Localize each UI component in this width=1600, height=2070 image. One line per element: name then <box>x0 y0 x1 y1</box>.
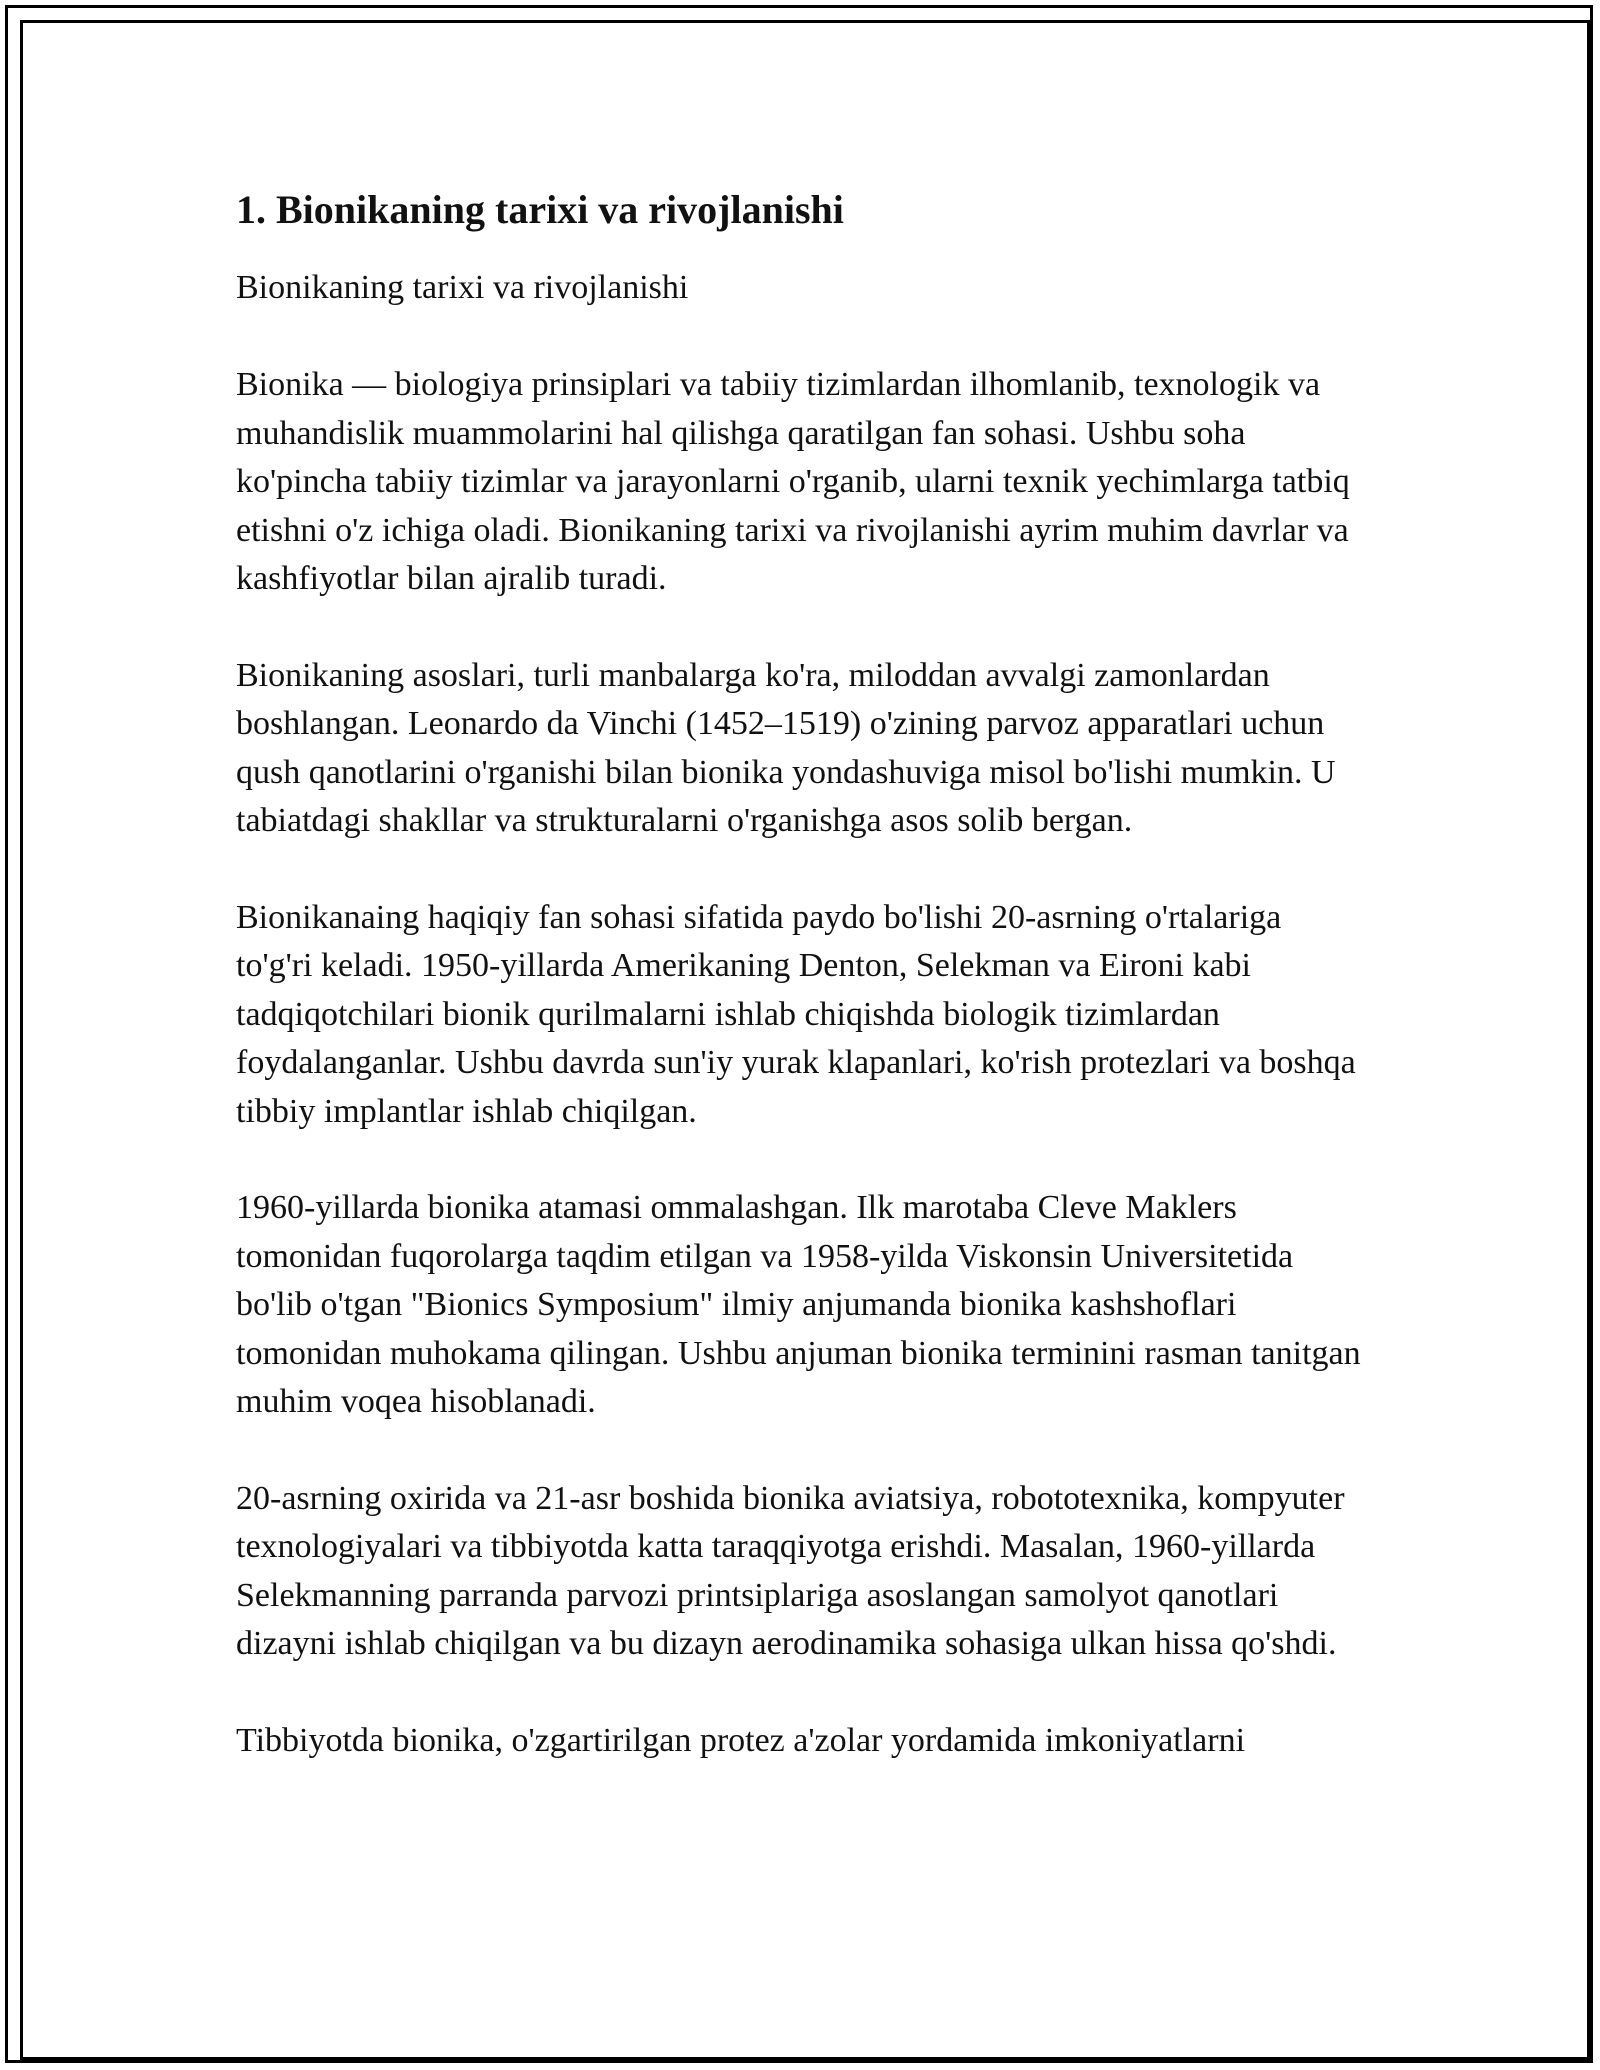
paragraph-modern-era: 20-asrning oxirida va 21-asr boshida bionika aviatsiya, robototexnika, kompyuter texnologiyalari va tibbiyotda katta taraqqiyotga erishdi. Masalan, 1960-yillarda Selekmanning parranda parvozi printsiplariga asoslangan samolyot qanotlari dizayni ishlab chiqilgan va bu dizayn aerodinamika sohasiga ulkan hissa qo'shdi. <box>236 1479 1345 1662</box>
document-body <box>236 186 1366 1813</box>
paragraph-20th-century: Bionikanaing haqiqiy fan sohasi sifatida paydo bo'lishi 20-asrning o'rtalariga to'g'ri keladi. 1950-yillarda Amerikaning Denton, Selekman va Eironi kabi tadqiqotchilari bionik qurilmalarni ishlab chiqishda biologik tizimlardan foydalanganlar. Ushbu davrda sun'iy yurak klapanlari, ko'rish protezlari va boshqa tibbiy implantlar ishlab chiqilgan. <box>236 898 1356 1130</box>
paragraph-origins: Bionikaning asoslari, turli manbalarga ko'ra, miloddan avvalgi zamonlardan boshlangan. Leonardo da Vinchi (1452–1519) o'zining parvoz apparatlari uchun qush qanotlarini o'rganishi bilan bionika yondashuviga misol bo'lishi mumkin. U tabiatdagi shakllar va strukturalarni o'rganishga asos solib bergan. <box>236 656 1336 839</box>
paragraph-medicine: Tibbiyotda bionika, o'zgartirilgan protez a'zolar yordamida imkoniyatlarni <box>236 1721 1246 1759</box>
paragraph-1960s: 1960-yillarda bionika atamasi ommalashgan. Ilk marotaba Cleve Maklers tomonidan fuqorolarga taqdim etilgan va 1958-yilda Viskonsin Universitetida bo'lib o'tgan "Bionics Symposium" ilmiy anjumanda bionika kashshoflari tomonidan muhokama qilingan. Ushbu anjuman bionika terminini rasman tanitgan muhim voqea hisoblanadi. <box>236 1189 1361 1420</box>
paragraph-intro: Bionika — biologiya prinsiplari va tabiiy tizimlardan ilhomlanib, texnologik va muhandislik muammolarini hal qilishga qaratilgan fan sohasi. Ushbu soha ko'pincha tabiiy tizimlar va jarayonlarni o'rganib, ularni texnik yechimlarga tatbiq etishni o'z ichiga oladi. Bionikaning tarixi va rivojlanishi ayrim muhim davrlar va kashfiyotlar bilan ajralib turadi. <box>236 366 1350 597</box>
section-subtitle: Bionikaning tarixi va rivojlanishi <box>236 269 689 306</box>
section-heading: 1. Bionikaning tarixi va rivojlanishi <box>236 187 844 232</box>
